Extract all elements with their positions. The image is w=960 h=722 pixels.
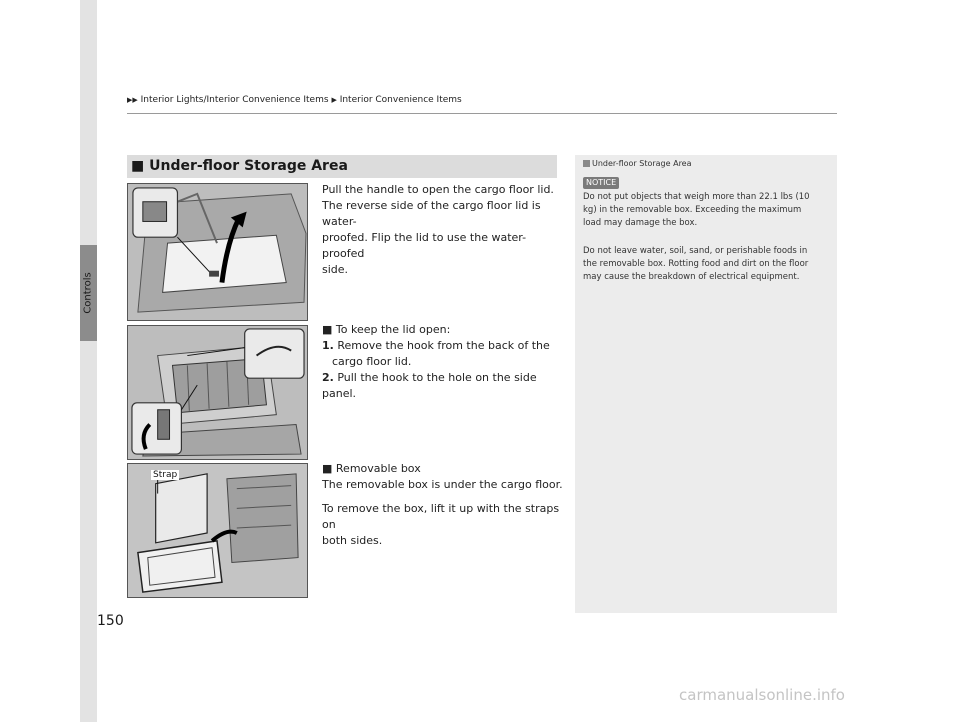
step-2: 2. Pull the hook to the hole on the side panel. <box>322 371 537 400</box>
removable-box-block: ■ Removable box The removable box is under the cargo floor. To remove the box, lift it up with the straps on both sides. <box>322 461 572 549</box>
header-divider <box>127 113 837 114</box>
section-title: ■ Under-floor Storage Area <box>131 158 348 174</box>
removable-box-illustration <box>127 463 308 598</box>
notice-paragraph-2: Do not leave water, soil, sand, or perishable foods in the removable box. Rotting food and dirt on the floor may cause the breakdown of electrical equipment. <box>583 246 809 282</box>
note-marker-icon <box>583 160 590 167</box>
removable-box-heading: ■ Removable box <box>322 462 421 475</box>
note-heading[interactable]: Under-floor Storage Area <box>583 159 692 168</box>
page-number: 150 <box>97 613 124 629</box>
keep-open-heading: ■ To keep the lid open: <box>322 323 451 336</box>
chapter-label: Controls <box>82 272 94 314</box>
lid-hook-illustration <box>127 325 308 460</box>
breadcrumb-arrow-icon: ▶▶ <box>127 96 138 104</box>
watermark: carmanualsonline.info <box>679 686 845 704</box>
intro-paragraph: Pull the handle to open the cargo floor lid. The reverse side of the cargo floor lid is water- proofed. Flip the lid to use the water-proofed side. <box>322 183 554 276</box>
step-1-continued: cargo floor lid. <box>332 355 412 368</box>
notice-paragraph-1: Do not put objects that weigh more than 22.1 lbs (10 kg) in the removable box. Exceeding the maximum load may damage the box. <box>583 192 810 228</box>
step-1: 1. Remove the hook from the back of the <box>322 339 550 352</box>
subsection-square-icon: ■ <box>322 462 333 475</box>
breadcrumb-arrow-icon: ▶ <box>331 96 337 104</box>
notice-badge: NOTICE <box>583 177 619 189</box>
breadcrumb-item-1[interactable]: Interior Lights/Interior Convenience Items <box>140 95 329 105</box>
keep-open-block <box>322 322 572 402</box>
strap-callout: Strap <box>153 470 178 480</box>
chapter-tab <box>80 0 97 722</box>
subsection-square-icon: ■ <box>322 323 333 336</box>
breadcrumb <box>127 95 462 105</box>
breadcrumb-item-2[interactable]: Interior Convenience Items <box>339 95 462 105</box>
cargo-lid-illustration <box>127 183 308 321</box>
section-square-icon: ■ <box>131 158 145 174</box>
